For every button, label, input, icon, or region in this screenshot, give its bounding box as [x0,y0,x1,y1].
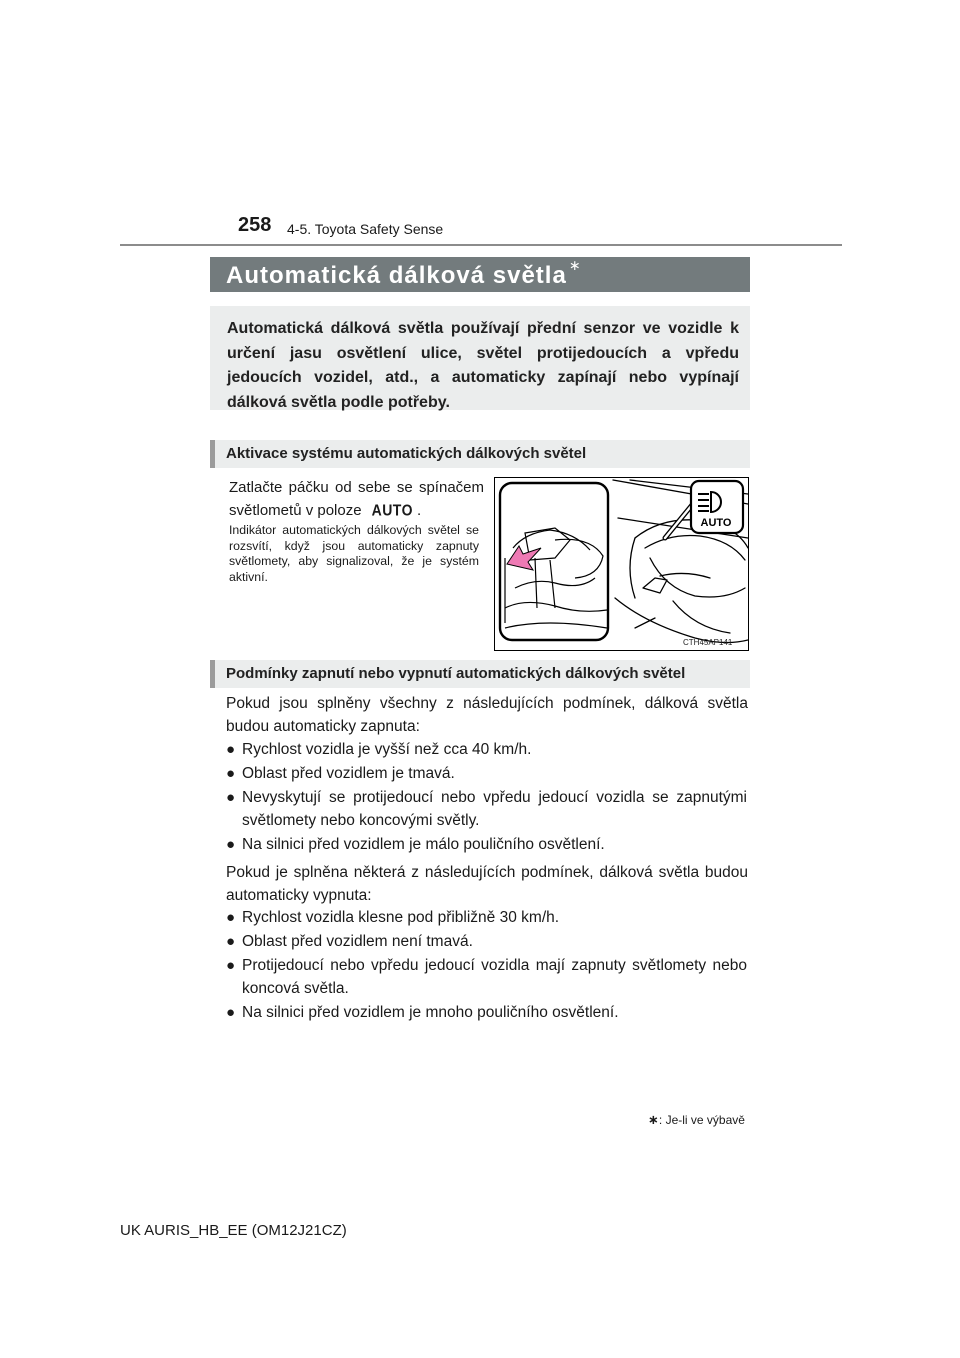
page-number: 258 [238,214,272,236]
list-item-text: Protijedoucí nebo vpředu jedoucí vozidla mají zapnuty světlomety nebo koncová světla. [242,957,747,997]
heading-accent-bar [210,660,215,688]
page-title-text: Automatická dálková světla [226,262,567,289]
bullet-icon: ● [226,765,236,782]
list-item-text: Na silnici před vozidlem je málo pouličního osvětlení. [242,836,605,853]
bullet-icon: ● [226,909,236,926]
figure-indicator-label: AUTO [700,517,732,529]
bullet-icon: ● [226,741,236,758]
list-item-text: Oblast před vozidlem je tmavá. [242,765,455,782]
indicator-note: Indikátor automatických dálkových světel se rozsvítí, když jsou automaticky zapnuty světlomety, aby signalizoval, že je systém aktivní. [229,523,479,584]
bullet-icon: ● [226,836,236,853]
intro-box [210,306,750,410]
section-title: 4-5. Toyota Safety Sense [287,221,444,237]
bullet-icon: ● [226,933,236,950]
model-code: UK AURIS_HB_EE (OM12J21CZ) [120,1222,347,1239]
off-conditions-intro: Pokud je splněna některá z následujících podmínek, dálková světla budou automaticky vypnuta: [226,864,748,904]
activation-heading-text: Aktivace systému automatických dálkových světel [226,445,587,462]
conditions-heading [210,660,750,688]
header-rule [120,244,842,246]
list-item-text: Rychlost vozidla je vyšší než cca 40 km/h. [242,741,532,758]
lever-magnifier [500,483,608,640]
auto-position-symbol: AUTO [371,501,413,519]
heading-accent-bar [210,440,215,468]
title-bar [210,257,750,292]
list-item-text: Rychlost vozidla klesne pod přibližně 30 km/h. [242,909,560,926]
footnote-mark: ∗ [648,1112,659,1127]
figure-code: CTH45AP141 [683,638,733,647]
footnote-text: : Je-li ve výbavě [658,1113,745,1127]
conditions-heading-text: Podmínky zapnutí nebo vypnutí automatických dálkových světel [226,665,686,682]
list-item-text: Oblast před vozidlem není tmavá. [242,933,473,950]
footnote [648,1112,745,1128]
intro-text: Automatická dálková světla používají přední senzor ve vozidle k určení jasu osvětlení ulice, světel protijedoucích a vpředu jedoucích vozidel, atd., a automaticky zapínají nebo vypínají dálková světla podle potřeby. [227,320,739,411]
lever-illustration [494,477,749,651]
on-conditions-intro: Pokud jsou splněny všechny z následujících podmínek, dálková světla budou automaticky zapnuta: [226,695,748,735]
bullet-icon: ● [226,1004,236,1021]
bullet-icon: ● [226,957,236,974]
activation-heading [210,440,750,468]
callout-indicator [691,481,743,533]
list-item-text: Nevyskytují se protijedoucí nebo vpředu jedoucí vozidla se zapnutými světlomety nebo koncovými světly. [242,789,747,829]
optional-equipment-mark: ∗ [568,257,582,273]
bullet-icon: ● [226,789,236,806]
activation-instruction [229,476,484,522]
activation-instruction-end: . [417,502,422,519]
activation-instruction-text: Zatlačte páčku od sebe se spínačem světlometů v poloze [229,479,484,519]
list-item-text: Na silnici před vozidlem je mnoho pouličního osvětlení. [242,1004,619,1021]
steering-lever-drawing [495,478,748,650]
page-title [226,257,582,290]
